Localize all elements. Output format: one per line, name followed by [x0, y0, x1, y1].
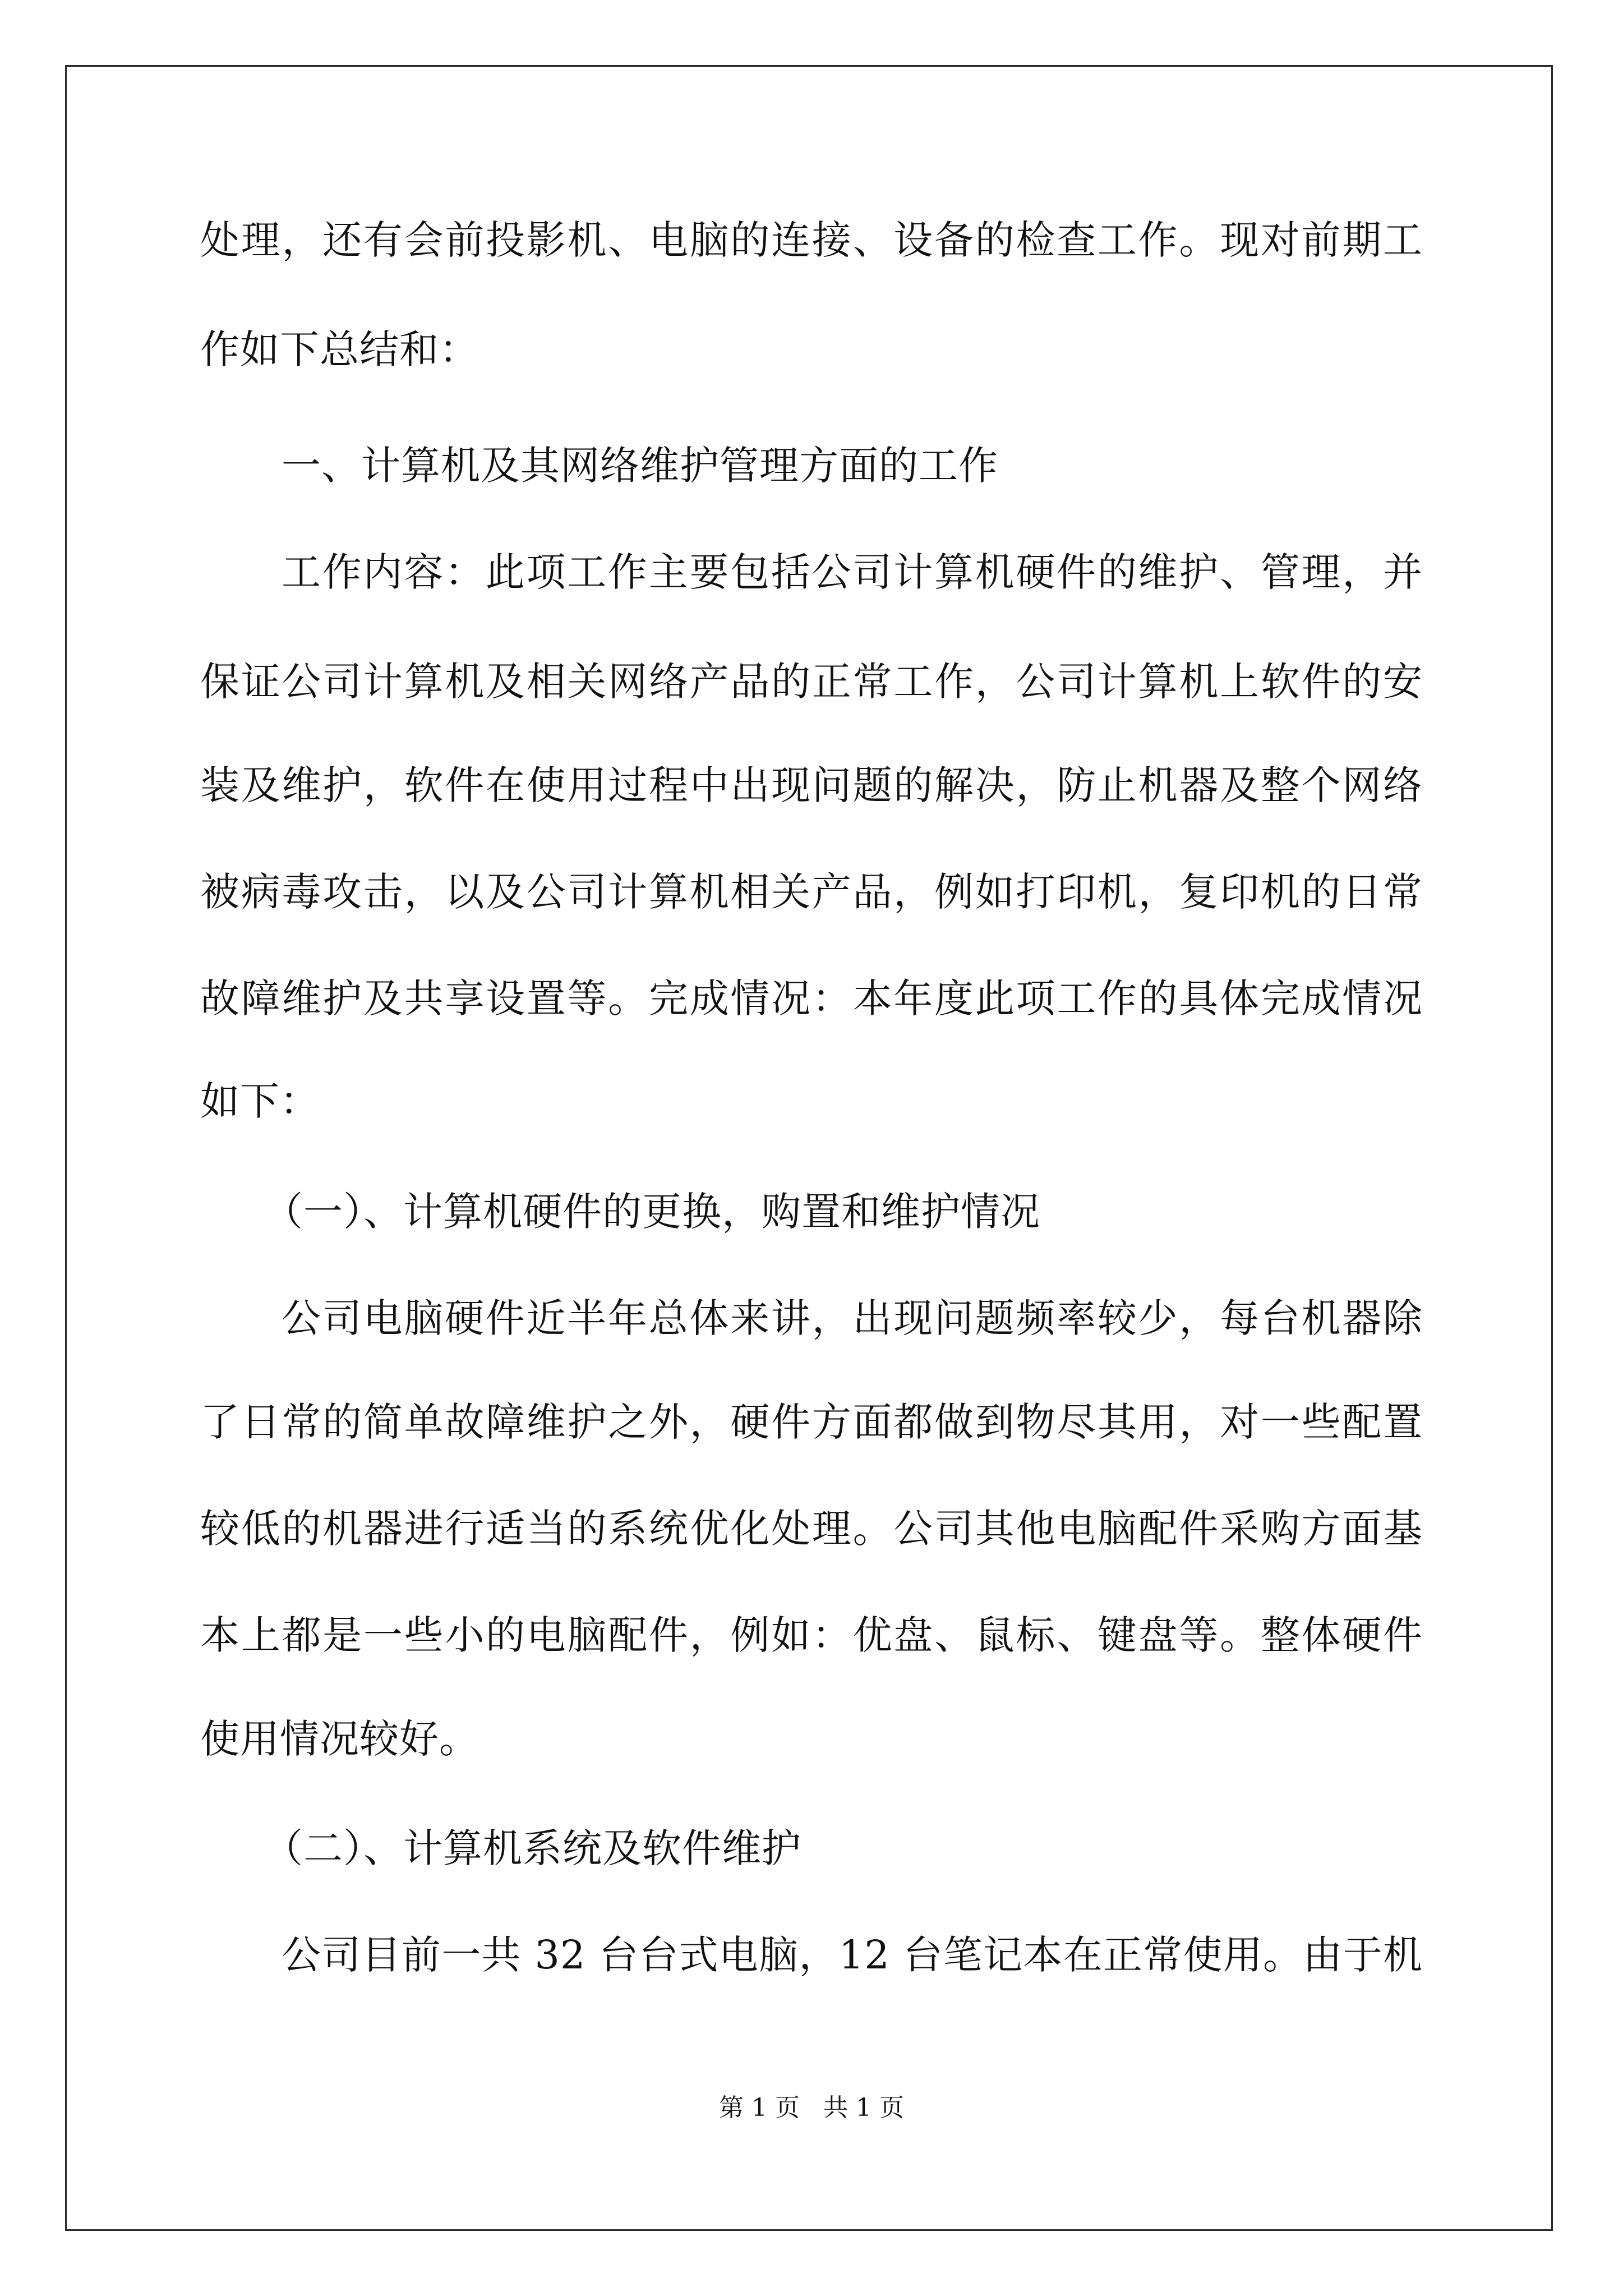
body-text-line: 了日常的简单故障维护之外，硬件方面都做到物尽其用，对一些配置 [200, 1399, 1423, 1445]
body-text-line: 装及维护，软件在使用过程中出现问题的解决，防止机器及整个网络 [200, 762, 1423, 808]
body-text-line: 作如下总结和： [200, 326, 479, 372]
page-border [65, 65, 1553, 2231]
body-text-line: 故障维护及共享设置等。完成情况：本年度此项工作的具体完成情况 [200, 976, 1423, 1022]
body-text-line: 工作内容：此项工作主要包括公司计算机硬件的维护、管理，并 [282, 549, 1423, 595]
body-text-line: 处理，还有会前投影机、电脑的连接、设备的检查工作。现对前期工 [200, 217, 1423, 263]
body-text-line: 较低的机器进行适当的系统优化处理。公司其他电脑配件采购方面基 [200, 1506, 1423, 1552]
section-heading: 一、计算机及其网络维护管理方面的工作 [282, 443, 998, 489]
body-text-line: 保证公司计算机及相关网络产品的正常工作，公司计算机上软件的安 [200, 659, 1423, 705]
subsection-heading: （一）、计算机硬件的更换，购置和维护情况 [264, 1189, 1040, 1235]
body-text-line: 公司电脑硬件近半年总体来讲，出现问题频率较少，每台机器除 [282, 1295, 1423, 1341]
body-text-line: 公司目前一共 32 台台式电脑，12 台笔记本在正常使用。由于机 [282, 1932, 1423, 1978]
body-text-line: 使用情况较好。 [200, 1716, 479, 1762]
page-footer: 第 1 页 共 1 页 [719, 2093, 904, 2122]
body-text-line: 如下： [200, 1078, 320, 1124]
subsection-heading: （二）、计算机系统及软件维护 [264, 1825, 801, 1871]
body-text-line: 本上都是一些小的电脑配件，例如：优盘、鼠标、键盘等。整体硬件 [200, 1612, 1423, 1658]
body-text-line: 被病毒攻击，以及公司计算机相关产品，例如打印机，复印机的日常 [200, 869, 1423, 915]
